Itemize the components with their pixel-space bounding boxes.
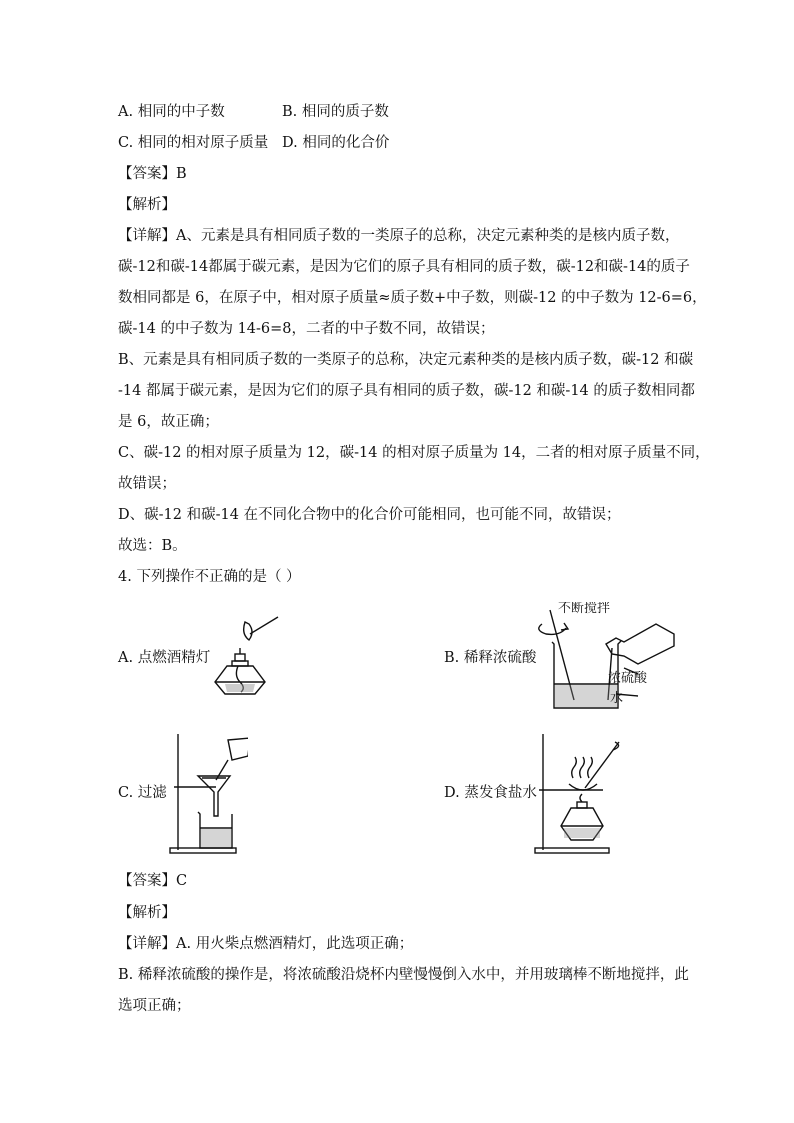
- detail-line: B、元素是具有相同质子数的一类原子的总称，决定元素种类的是核内质子数，碳-12 和碳: [118, 352, 694, 368]
- figure-filtration: [168, 732, 248, 857]
- option-d: D. 蒸发食盐水: [444, 785, 537, 801]
- detail-line: 是 6，故正确；: [118, 414, 219, 430]
- answer-label: 【答案】C: [118, 873, 188, 889]
- detail-line: 【详解】A、元素是具有相同质子数的一类原子的总称，决定元素种类的是核内质子数，: [118, 228, 680, 244]
- answer-label: 【答案】B: [118, 166, 187, 182]
- figure-evaporation: [533, 732, 623, 857]
- detail-line: 碳-12和碳-14都属于碳元素，是因为它们的原子具有相同的质子数，碳-12和碳-14的质子: [118, 259, 690, 275]
- analysis-heading: 【解析】: [118, 197, 176, 213]
- detail-line: 数相同都是 6，在原子中，相对原子质量≈质子数+中子数，则碳-12 的中子数为 12-6=6，: [118, 290, 707, 306]
- option-c: C. 相同的相对原子质量: [118, 135, 269, 151]
- detail-line: -14 都属于碳元素，是因为它们的原子具有相同的质子数，碳-12 和碳-14 的质子数相同都: [118, 383, 695, 399]
- analysis-heading: 【解析】: [118, 905, 176, 921]
- option-a: A. 相同的中子数: [118, 104, 225, 120]
- figure-alcohol-lamp: [205, 612, 285, 702]
- detail-line: C、碳-12 的相对原子质量为 12，碳-14 的相对原子质量为 14，二者的相对原子质量不同，: [118, 445, 710, 461]
- detail-line: 【详解】A. 用火柴点燃酒精灯，此选项正确；: [118, 936, 414, 952]
- detail-line: 碳-14 的中子数为 14-6=8，二者的中子数不同，故错误；: [118, 321, 495, 337]
- detail-line: B. 稀释浓硫酸的操作是，将浓硫酸沿烧杯内壁慢慢倒入水中，并用玻璃棒不断地搅拌，此: [118, 967, 689, 983]
- label-acid: 浓硫酸: [608, 671, 648, 686]
- detail-line: D、碳-12 和碳-14 在不同化合物中的化合价可能相同，也可能不同，故错误；: [118, 507, 621, 523]
- question-stem: 4. 下列操作不正确的是（ ）: [118, 569, 301, 585]
- option-b: B. 相同的质子数: [282, 104, 389, 120]
- option-b: B. 稀释浓硫酸: [444, 650, 537, 666]
- option-a: A. 点燃酒精灯: [118, 650, 211, 666]
- figure-dilute-acid: [528, 602, 678, 714]
- option-d: D. 相同的化合价: [282, 135, 390, 151]
- detail-line: 故错误；: [118, 476, 176, 492]
- detail-line: 选项正确；: [118, 998, 191, 1014]
- detail-line: 故选：B。: [118, 538, 187, 554]
- label-stir: 不断搅拌: [558, 602, 611, 616]
- label-water: 水: [610, 691, 624, 706]
- option-c: C. 过滤: [118, 785, 167, 801]
